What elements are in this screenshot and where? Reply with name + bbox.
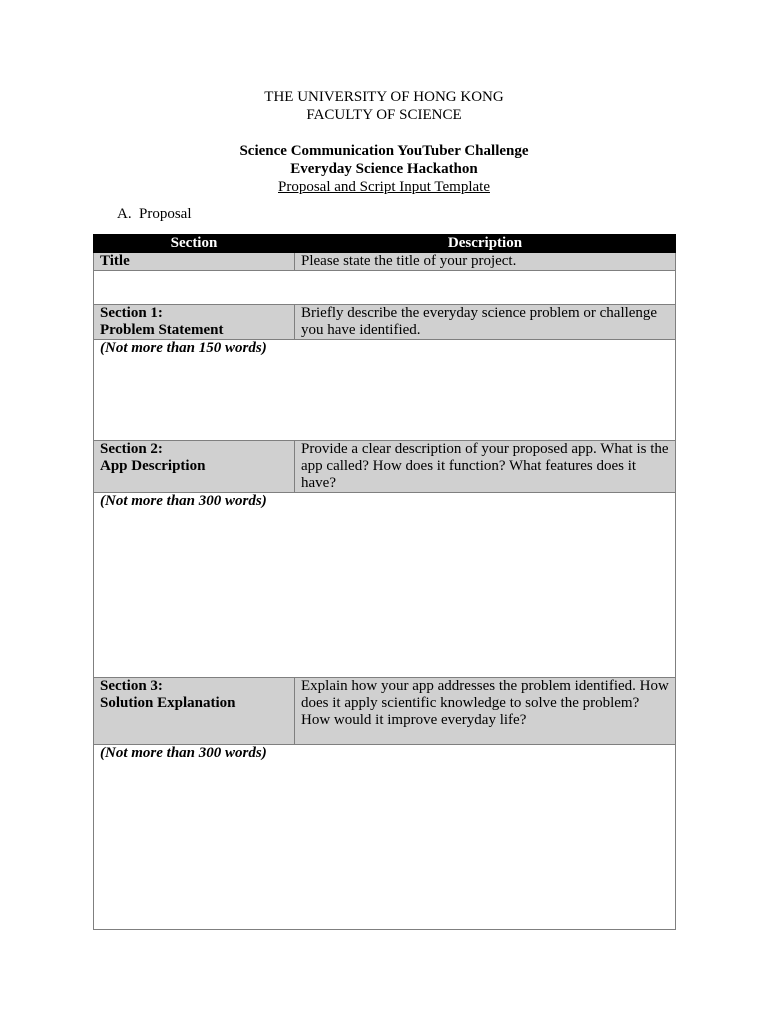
section2-number: Section 2: — [100, 441, 163, 457]
section2-description: Provide a clear description of your proposed app. What is the app called? How does it function? What features does it have? — [295, 441, 676, 493]
section1-name: Problem Statement — [100, 322, 224, 338]
header-description: Description — [295, 235, 676, 253]
section1-description: Briefly describe the everyday science problem or challenge you have identified. — [295, 305, 676, 340]
section2-row — [94, 441, 676, 493]
title-description: Please state the title of your project. — [295, 253, 676, 271]
template-title-text: Proposal and Script Input Template — [278, 179, 490, 195]
title-answer-row — [94, 271, 676, 305]
title-label: Title — [100, 253, 130, 269]
section3-name: Solution Explanation — [100, 695, 236, 711]
part-a-marker: A. — [117, 206, 132, 222]
section3-row — [94, 678, 676, 745]
section2-answer-field[interactable] — [94, 493, 676, 678]
section2-name: App Description — [100, 458, 206, 474]
title-section-label — [94, 253, 295, 271]
section2-word-limit: (Not more than 300 words) — [100, 493, 267, 509]
proposal-table — [93, 234, 676, 930]
section1-number: Section 1: — [100, 305, 163, 321]
title-row — [94, 253, 676, 271]
section1-word-limit: (Not more than 150 words) — [100, 340, 267, 356]
section1-label — [94, 305, 295, 340]
section3-number: Section 3: — [100, 678, 163, 694]
section3-description: Explain how your app addresses the problem identified. How does it apply scientific knowledge to solve the problem? How would it improve everyday life? — [295, 678, 676, 745]
faculty-name: FACULTY OF SCIENCE — [306, 107, 462, 123]
section1-answer-field[interactable] — [94, 340, 676, 441]
part-a-label: Proposal — [139, 206, 192, 222]
challenge-title: Science Communication YouTuber Challenge — [239, 143, 529, 159]
section1-row — [94, 305, 676, 340]
section3-word-limit: (Not more than 300 words) — [100, 745, 267, 761]
title-answer-field[interactable] — [94, 271, 676, 305]
table-header-row — [94, 235, 676, 253]
section3-answer-row — [94, 745, 676, 930]
part-a-heading — [117, 205, 192, 223]
section1-answer-row — [94, 340, 676, 441]
university-name: THE UNIVERSITY OF HONG KONG — [264, 89, 504, 105]
header-section: Section — [94, 235, 295, 253]
template-title — [0, 178, 768, 196]
section3-label — [94, 678, 295, 745]
section2-label — [94, 441, 295, 493]
section2-answer-row — [94, 493, 676, 678]
event-title: Everyday Science Hackathon — [290, 161, 478, 177]
section3-answer-field[interactable] — [94, 745, 676, 930]
